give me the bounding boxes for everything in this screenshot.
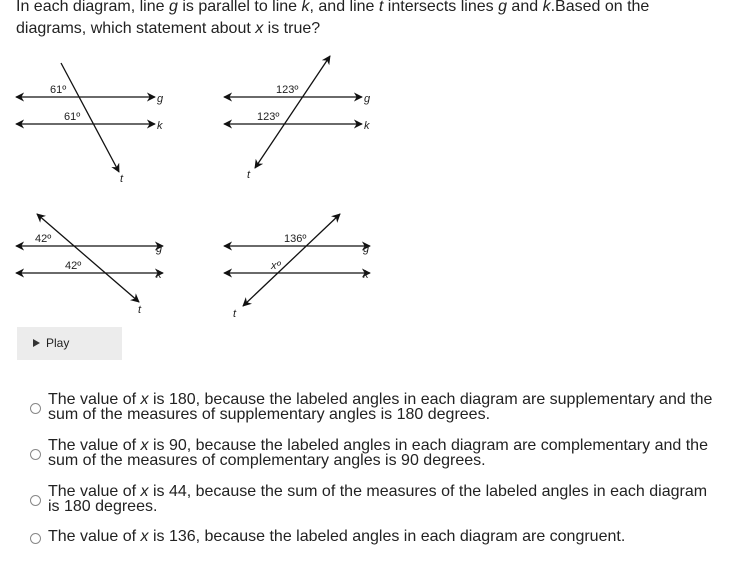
radio-button-2[interactable] xyxy=(30,449,41,460)
choice-1-text: The value of x is 180, because the labeled angles in each diagram are supplementary and the sum of the measures of supplementary angles is 180 degrees. xyxy=(48,391,713,423)
d3-angle-top: 42º xyxy=(35,233,52,245)
d3-label-g: g xyxy=(156,243,163,255)
d3-label-t: t xyxy=(138,304,142,316)
d2-label-t: t xyxy=(247,169,251,181)
diagram-2 xyxy=(224,56,362,168)
d3-label-k: k xyxy=(156,269,162,281)
d1-label-g: g xyxy=(157,93,164,105)
choice-2-text: The value of x is 90, because the labeled angles in each diagram are complementary and the sum of the measures of complementary angles is 90 degrees. xyxy=(48,437,708,469)
d1-label-t: t xyxy=(120,173,124,185)
play-button[interactable] xyxy=(17,327,122,360)
d4-label-k: k xyxy=(363,269,369,281)
d2-label-k: k xyxy=(364,120,370,132)
diagram-4 xyxy=(224,214,370,306)
d2-label-g: g xyxy=(364,93,371,105)
radio-button-4[interactable] xyxy=(30,533,41,544)
play-icon xyxy=(33,339,40,347)
d2-angle-bottom: 123º xyxy=(257,111,280,123)
d4-line-t xyxy=(243,214,340,306)
d4-angle-top: 136º xyxy=(284,233,307,245)
d1-label-k: k xyxy=(157,120,163,132)
d1-angle-bottom: 61º xyxy=(64,111,81,123)
d3-line-t xyxy=(37,214,139,302)
radio-button-3[interactable] xyxy=(30,495,41,506)
d4-angle-x: xº xyxy=(271,260,281,272)
diagram-3 xyxy=(16,214,163,302)
d3-angle-bottom: 42º xyxy=(65,260,82,272)
choice-3-text: The value of x is 44, because the sum of the measures of the labeled angles in each diagram is 180 degrees. xyxy=(48,483,708,515)
d4-label-t: t xyxy=(233,308,237,320)
question-text: In each diagram, line g is parallel to line k, and line t intersects lines g and k.Based on the diagrams, which statement about x is true? xyxy=(16,0,650,37)
d4-label-g: g xyxy=(363,243,370,255)
d1-angle-top: 61º xyxy=(50,84,67,96)
choice-4-text: The value of x is 136, because the labeled angles in each diagram are congruent. xyxy=(48,528,626,545)
play-label: Play xyxy=(46,336,70,350)
radio-button-1[interactable] xyxy=(30,403,41,414)
d2-angle-top: 123º xyxy=(276,84,299,96)
diagram-1 xyxy=(16,63,155,172)
